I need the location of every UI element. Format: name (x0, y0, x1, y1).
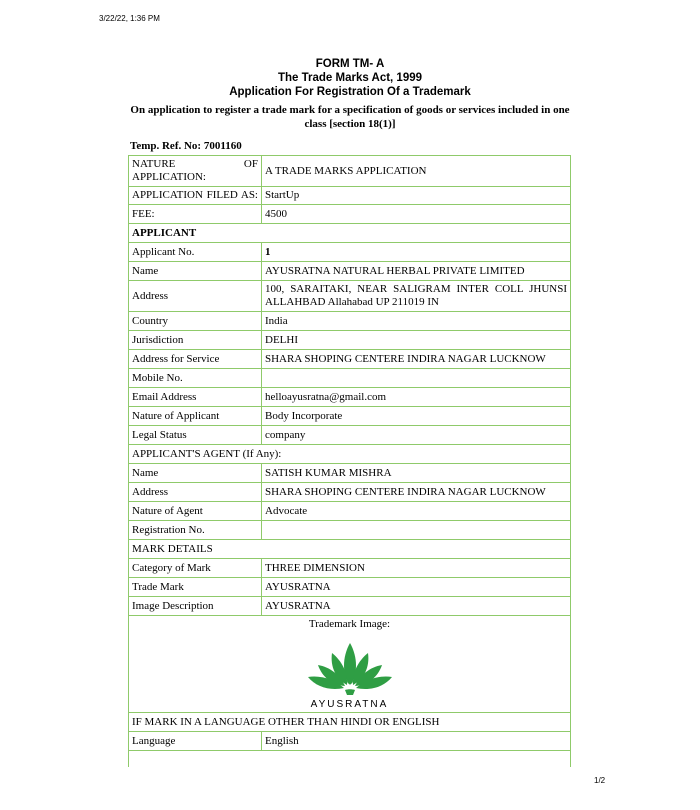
nature-of-application-label: NATURE OF APPLICATION: (129, 156, 262, 187)
language-section-heading: IF MARK IN A LANGUAGE OTHER THAN HINDI OR ENGLISH (129, 713, 571, 732)
logo-wordmark: AYUSRATNA (310, 699, 389, 710)
nature-of-application-value: A TRADE MARKS APPLICATION (262, 156, 571, 187)
table-row (129, 388, 571, 407)
table-row (129, 187, 571, 205)
applicant-name-label: Name (129, 262, 262, 281)
applicant-section-heading: APPLICANT (129, 224, 571, 243)
legal-status-label: Legal Status (129, 426, 262, 445)
category-of-mark-value: THREE DIMENSION (262, 559, 571, 578)
language-value: English (262, 732, 571, 751)
temp-ref-number: Temp. Ref. No: 7001160 (130, 140, 242, 152)
application-filed-as-value: StartUp (262, 187, 571, 205)
fee-value: 4500 (262, 205, 571, 224)
ayusratna-leaf-logo-icon (302, 637, 398, 697)
agent-section-heading: APPLICANT'S AGENT (If Any): (129, 445, 571, 464)
image-description-value: AYUSRATNA (262, 597, 571, 616)
table-row (129, 156, 571, 187)
image-description-label: Image Description (129, 597, 262, 616)
application-form-table (128, 155, 571, 767)
agent-address-label: Address (129, 483, 262, 502)
table-row (129, 281, 571, 312)
table-row (129, 597, 571, 616)
registration-no-value (262, 521, 571, 540)
table-row (129, 464, 571, 483)
email-label: Email Address (129, 388, 262, 407)
legal-status-value: company (262, 426, 571, 445)
trade-mark-label: Trade Mark (129, 578, 262, 597)
table-row (129, 445, 571, 464)
table-row (129, 540, 571, 559)
application-filed-as-label: APPLICATION FILED AS: (129, 187, 262, 205)
applicant-name-value: AYUSRATNA NATURAL HERBAL PRIVATE LIMITED (262, 262, 571, 281)
applicant-no-value: 1 (262, 243, 571, 262)
category-of-mark-label: Category of Mark (129, 559, 262, 578)
service-address-value: SHARA SHOPING CENTERE INDIRA NAGAR LUCKNOW (262, 350, 571, 369)
applicant-address-value: 100, SARAITAKI, NEAR SALIGRAM INTER COLL JHUNSI ALLAHBAD Allahabad UP 211019 IN (262, 281, 571, 312)
table-row (129, 483, 571, 502)
table-row (129, 243, 571, 262)
page-number: 1/2 (594, 776, 606, 785)
table-row (129, 407, 571, 426)
country-value: India (262, 312, 571, 331)
table-row (129, 559, 571, 578)
registration-no-label: Registration No. (129, 521, 262, 540)
mobile-value (262, 369, 571, 388)
form-title: FORM TM- A (315, 58, 385, 70)
mark-details-heading: MARK DETAILS (129, 540, 571, 559)
applicant-address-label: Address (129, 281, 262, 312)
table-row (129, 616, 571, 713)
table-row (129, 224, 571, 243)
table-row (129, 262, 571, 281)
agent-name-label: Name (129, 464, 262, 483)
nature-of-applicant-label: Nature of Applicant (129, 407, 262, 426)
mobile-label: Mobile No. (129, 369, 262, 388)
act-title: The Trade Marks Act, 1999 (277, 72, 423, 84)
table-row (129, 331, 571, 350)
table-row (129, 312, 571, 331)
language-label: Language (129, 732, 262, 751)
continued-row (129, 751, 571, 768)
nature-of-applicant-value: Body Incorporate (262, 407, 571, 426)
table-row (129, 369, 571, 388)
nature-of-agent-value: Advocate (262, 502, 571, 521)
table-row (129, 350, 571, 369)
applicant-no-label: Applicant No. (129, 243, 262, 262)
agent-address-value: SHARA SHOPING CENTERE INDIRA NAGAR LUCKNOW (262, 483, 571, 502)
trade-mark-value: AYUSRATNA (262, 578, 571, 597)
form-header (130, 57, 570, 131)
table-row (129, 713, 571, 732)
table-row (129, 205, 571, 224)
print-date: 3/22/22, 1:36 PM (99, 14, 160, 23)
form-subtitle: On application to register a trade mark for a specification of goods or services included in one class [section 18(1)] (130, 104, 570, 130)
service-address-label: Address for Service (129, 350, 262, 369)
application-title: Application For Registration Of a Trademark (229, 86, 471, 98)
agent-name-value: SATISH KUMAR MISHRA (262, 464, 571, 483)
email-value: helloayusratna@gmail.com (262, 388, 571, 407)
nature-of-agent-label: Nature of Agent (129, 502, 262, 521)
table-row (129, 578, 571, 597)
table-row (129, 732, 571, 751)
jurisdiction-label: Jurisdiction (129, 331, 262, 350)
table-row (129, 426, 571, 445)
table-row (129, 521, 571, 540)
table-row (129, 751, 571, 768)
country-label: Country (129, 312, 262, 331)
table-row (129, 502, 571, 521)
trademark-image-cell (129, 616, 571, 713)
fee-label: FEE: (129, 205, 262, 224)
jurisdiction-value: DELHI (262, 331, 571, 350)
trademark-image-title: Trademark Image: (308, 618, 391, 630)
